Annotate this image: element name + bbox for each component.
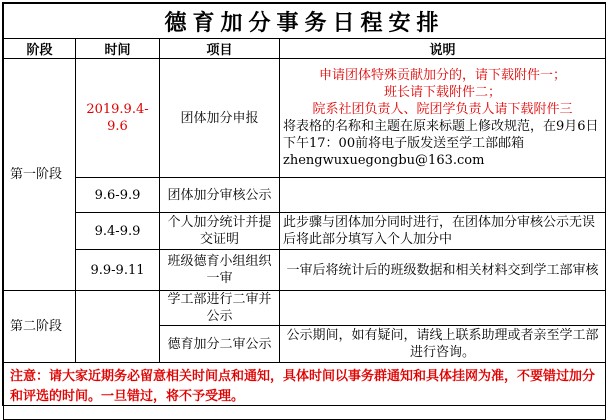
page-title: 德育加分事务日程安排 (4, 4, 606, 39)
row2-time: 9.6-9.9 (76, 178, 160, 213)
row1-desc-red2: 班长请下载附件二； (384, 85, 502, 100)
stage-two-label: 第二阶段 (4, 291, 76, 363)
table-row (4, 59, 606, 178)
row1-desc-red3: 院系社团负责人、院团学负责人请下载附件三 (312, 102, 573, 117)
schedule-table (3, 3, 606, 420)
row2-item: 团体加分审核公示 (160, 178, 280, 213)
row5-desc (280, 291, 606, 326)
schedule-sheet (2, 2, 606, 406)
row6-desc: 公示期间，如有疑问，请线上联系助理或者亲至学工部进行咨询。 (280, 326, 606, 363)
row3-time: 9.4-9.9 (76, 213, 160, 250)
row1-time: 2019.9.4-9.6 (76, 59, 160, 178)
table-row (4, 213, 606, 250)
row3-item: 个人加分统计并提交证明 (160, 213, 280, 250)
row1-desc (280, 59, 606, 178)
row1-desc-text: 将表格的名称和主题在原来标题上修改规范，在9月6日下午17：00前将电子版发送至学工部邮箱zhengwuxuegongbu@163.com (283, 119, 599, 168)
row5-time (76, 291, 160, 363)
header-stage: 阶段 (4, 39, 76, 59)
row3-desc: 此步骤与团体加分同时进行，在团体加分审核公示无误后将此部分填写入个人加分中 (280, 213, 606, 250)
table-row (4, 291, 606, 326)
table-row (4, 178, 606, 213)
header-time: 时间 (76, 39, 160, 59)
row1-desc-red1: 申请团体特殊贡献加分的，请下载附件一； (319, 68, 567, 83)
row4-desc: 一审后将统计后的班级数据和相关材料交到学工部审核 (280, 250, 606, 291)
row6-item: 德育加分二审公示 (160, 326, 280, 363)
row4-item: 班级德育小组组织一审 (160, 250, 280, 291)
stage-one-label: 第一阶段 (4, 59, 76, 291)
row1-item: 团体加分申报 (160, 59, 280, 178)
row5-item: 学工部进行二审并公示 (160, 291, 280, 326)
table-row (4, 250, 606, 291)
row2-desc (280, 178, 606, 213)
header-item: 项目 (160, 39, 280, 59)
row4-time: 9.9-9.11 (76, 250, 160, 291)
header-desc: 说明 (280, 39, 606, 59)
notice-text: 注意：请大家近期务必留意相关时间点和通知，具体时间以事务群通知和具体挂网为准，不要错过加分和评选的时间。一旦错过，将不予受理。 (4, 363, 606, 420)
